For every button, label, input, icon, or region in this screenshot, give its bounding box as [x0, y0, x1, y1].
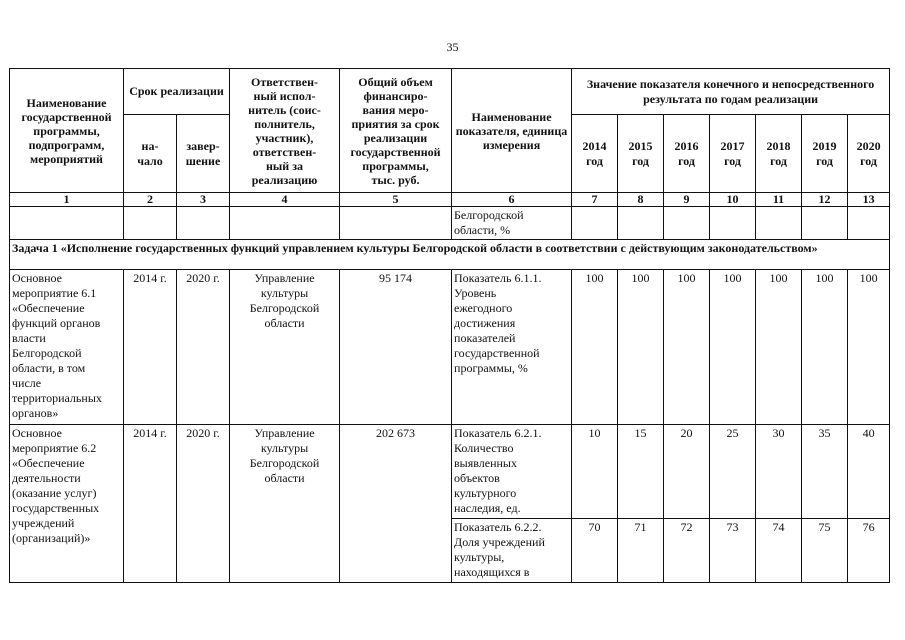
- header-term: Срок реализации: [124, 69, 230, 115]
- term-end: 2020 г.: [177, 425, 230, 583]
- year-value: 100: [802, 270, 848, 425]
- indicator: Показатель 6.2.2. Доля учреждений культуры, находящихся в: [452, 519, 572, 583]
- header-responsible: Ответствен- ный испол- нитель (соис- полнитель, участник), ответствен- ный за реализацию: [230, 69, 340, 193]
- year-value: 72: [664, 519, 710, 583]
- header-year: 2016 год: [664, 115, 710, 193]
- indicators-table: [9, 68, 890, 583]
- column-number: 11: [756, 193, 802, 207]
- year-value: 25: [710, 425, 756, 519]
- year-value: 40: [848, 425, 890, 519]
- year-value: 73: [710, 519, 756, 583]
- year-value: 71: [618, 519, 664, 583]
- column-number: 4: [230, 193, 340, 207]
- term-start: 2014 г.: [124, 425, 177, 583]
- financing: 95 174: [340, 270, 452, 425]
- year-value: 100: [848, 270, 890, 425]
- header-year: 2019 год: [802, 115, 848, 193]
- column-number: 7: [572, 193, 618, 207]
- year-value: 75: [802, 519, 848, 583]
- responsible: Управление культуры Белгородской области: [230, 425, 340, 583]
- year-value: 15: [618, 425, 664, 519]
- year-value: 20: [664, 425, 710, 519]
- column-number: 5: [340, 193, 452, 207]
- responsible: Управление культуры Белгородской области: [230, 270, 340, 425]
- indicator: Показатель 6.2.1. Количество выявленных объектов культурного наследия, ед.: [452, 425, 572, 519]
- year-value: 100: [756, 270, 802, 425]
- table-row: [10, 425, 890, 519]
- header-term-start: на- чало: [124, 115, 177, 193]
- header-year: 2017 год: [710, 115, 756, 193]
- year-value: 100: [710, 270, 756, 425]
- year-value: 76: [848, 519, 890, 583]
- year-value: 100: [618, 270, 664, 425]
- year-value: 100: [572, 270, 618, 425]
- column-number: 6: [452, 193, 572, 207]
- carryover-indicator: Белгородской области, %: [452, 207, 572, 240]
- column-number: 13: [848, 193, 890, 207]
- year-value: 30: [756, 425, 802, 519]
- table-row: [10, 270, 890, 425]
- header-term-end: завер- шение: [177, 115, 230, 193]
- term-start: 2014 г.: [124, 270, 177, 425]
- page-number: 35: [446, 40, 459, 54]
- carryover-row: [10, 207, 890, 240]
- header-year: 2015 год: [618, 115, 664, 193]
- column-number: 8: [618, 193, 664, 207]
- year-value: 74: [756, 519, 802, 583]
- header-indicator: Наименование показателя, единица измерения: [452, 69, 572, 193]
- column-number: 3: [177, 193, 230, 207]
- column-number: 12: [802, 193, 848, 207]
- financing: 202 673: [340, 425, 452, 583]
- column-number-row: [10, 193, 890, 207]
- column-number: 10: [710, 193, 756, 207]
- column-number: 9: [664, 193, 710, 207]
- term-end: 2020 г.: [177, 270, 230, 425]
- year-value: 100: [664, 270, 710, 425]
- indicator: Показатель 6.1.1. Уровень ежегодного достижения показателей государственной программы, %: [452, 270, 572, 425]
- header-financing: Общий объем финансиро- вания меро- приятия за срок реализации государственной программы, тыс. руб.: [340, 69, 452, 193]
- header-year: 2018 год: [756, 115, 802, 193]
- measure-name: Основное мероприятие 6.2 «Обеспечение деятельности (оказание услуг) государственных учреждений (организаций)»: [10, 425, 124, 583]
- header-year: 2020 год: [848, 115, 890, 193]
- year-value: 10: [572, 425, 618, 519]
- task-1-heading: Задача 1 «Исполнение государственных функций управлением культуры Белгородской области в соответствии с действующим законодательством»: [10, 240, 890, 270]
- header-values: Значение показателя конечного и непосредственного результата по годам реализации: [572, 69, 890, 115]
- year-value: 35: [802, 425, 848, 519]
- column-number: 1: [10, 193, 124, 207]
- header-program-name: Наименование государственной программы, подпрограмм, мероприятий: [10, 69, 124, 193]
- column-number: 2: [124, 193, 177, 207]
- measure-name: Основное мероприятие 6.1 «Обеспечение функций органов власти Белгородской области, в том числе территориальных органов»: [10, 270, 124, 425]
- year-value: 70: [572, 519, 618, 583]
- header-year: 2014 год: [572, 115, 618, 193]
